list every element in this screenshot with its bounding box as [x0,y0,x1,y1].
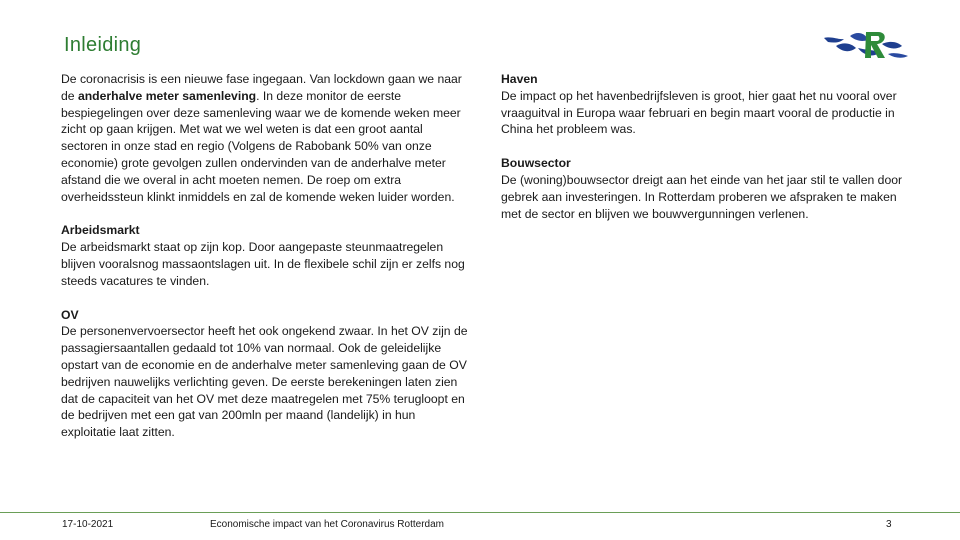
slide-title: Inleiding [64,34,142,56]
ov-text: De personenvervoersector heeft het ook ongekend zwaar. In het OV zijn de passagiersaantallen gedaald tot 10% van normaal. Ook de geleidelijke opstart van de economie en de anderhalve meter samenleving gaan de OV bedrijven nauwelijks verlichting geven. De eerste berekeningen laten zien dat de capaciteit van het OV met deze maatregelen met 75% terugloopt en de bedrijven met een gat van 200mln per maand (landelijk) in hun exploitatie laat zitten. [61,324,468,440]
bouwsector-text: De (woning)bouwsector dreigt aan het einde van het jaar stil te vallen door gebrek aan investeringen. In Rotterdam proberen we afspraken te maken met de sector en blijven we bouwvergunningen verlenen. [501,172,903,221]
ov-section [61,307,471,441]
footer-date: 17-10-2021 [62,519,114,530]
haven-text: De impact op het havenbedrijfsleven is groot, hier gaat het nu vooral over vraaguitval in Europa waar februari en begin maart vooral de productie in China het probleem was. [501,88,897,137]
arbeidsmarkt-heading: Arbeidsmarkt [61,223,140,238]
intro-paragraph [61,71,471,205]
bouwsector-section [501,155,909,222]
footer-title: Economische impact van het Coronavirus Rotterdam [210,519,444,530]
bouwsector-heading: Bouwsector [501,156,571,171]
right-column [501,71,909,239]
arbeidsmarkt-section [61,222,471,289]
rotterdam-lion-logo-icon [822,26,910,66]
ov-heading: OV [61,307,79,322]
intro-text: De coronacrisis is een nieuwe fase ingegaan. Van lockdown gaan we naar de [61,72,462,103]
haven-heading: Haven [501,72,538,86]
intro-emphasis: anderhalve meter samenleving [77,88,257,103]
footer-divider [0,512,960,513]
haven-section [501,71,909,138]
intro-text-continued: . In deze monitor de eerste bespiegelingen over deze samenleving waar we de komende weken meer zicht op gaan krijgen. Met wat we wel weten is dat een groot aantal sectoren in onze stad en regio (Volgens de Rabobank 50% van onze economie) grote gevolgen zullen ondervinden van de anderhalve meter afstand die we overal in acht moeten nemen. De roep om extra overheidssteun klinkt inmiddels en zal de komende weken luider worden. [61,88,461,204]
page-number: 3 [886,519,892,530]
left-column [61,71,471,458]
arbeidsmarkt-text: De arbeidsmarkt staat op zijn kop. Door aangepaste steunmaatregelen blijven vooralsnog massaontslagen uit. In de flexibele schil zijn er zelfs nog steeds vacatures te vinden. [61,240,465,288]
